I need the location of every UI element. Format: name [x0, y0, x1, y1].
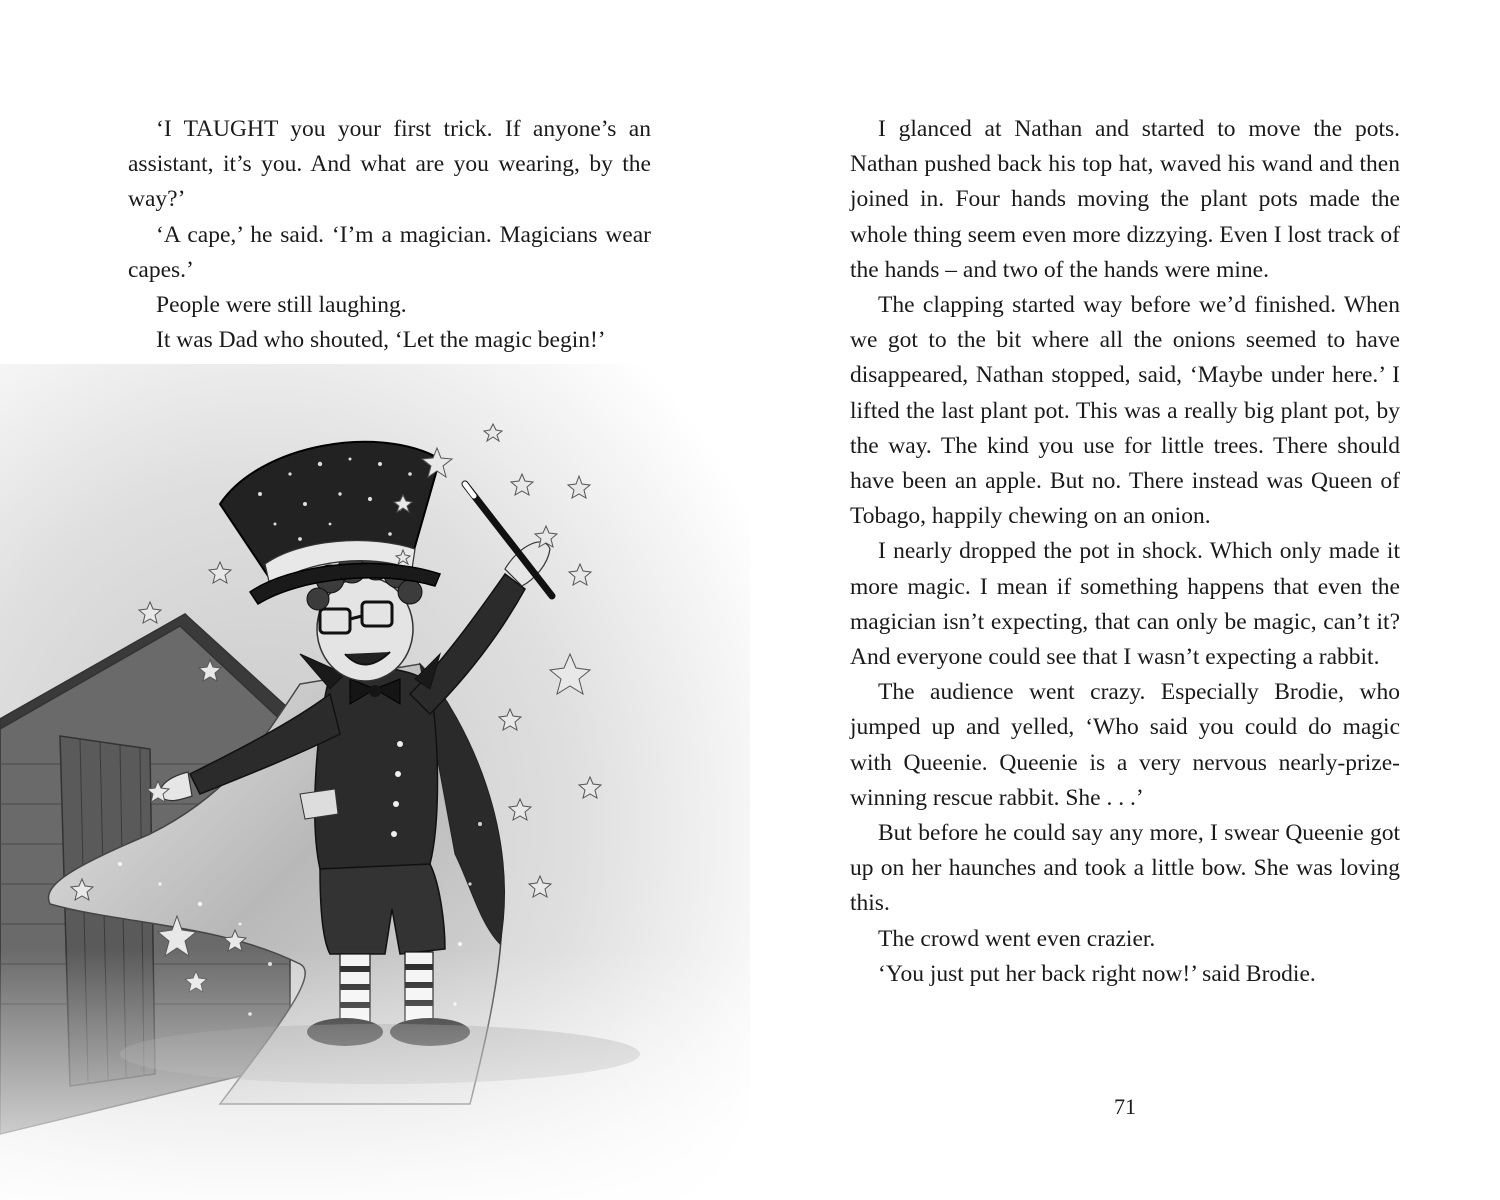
- paragraph: The audience went crazy. Especially Brodie, who jumped up and yelled, ‘Who said you could do magic with Queenie. Queenie is a very nervous nearly-prize-winning rescue rabbit. She . . .’: [850, 679, 1400, 811]
- magician-illustration: [0, 364, 750, 1200]
- paragraph: ‘You just put her back right now!’ said Brodie.: [878, 960, 1316, 987]
- paragraph: It was Dad who shouted, ‘Let the magic begin!’: [156, 327, 606, 354]
- paragraph: ‘I TAUGHT you your first trick. If anyone’s an assistant, it’s you. And what are you wearing, by the way?’: [128, 116, 651, 213]
- paragraph: I nearly dropped the pot in shock. Which only made it more magic. I mean if something happens that even the magician isn’t expecting, that can only be magic, can’t it? And everyone could see that I wasn’t expecting a rabbit.: [850, 538, 1400, 671]
- paragraph: But before he could say any more, I swear Queenie got up on her haunches and took a little bow. She was loving this.: [850, 820, 1400, 917]
- paragraph: The crowd went even crazier.: [878, 925, 1156, 952]
- paragraph: The clapping started way before we’d finished. When we got to the bit where all the onions seemed to have disappeared, Nathan stopped, said, ‘Maybe under here.’ I lifted the last plant pot. This was a really big plant pot, by the way. The kind you use for little trees. There should have been an apple. But no. There instead was Queen of Tobago, happily chewing on an onion.: [850, 292, 1400, 530]
- left-page-text: [128, 112, 651, 358]
- paragraph: ‘A cape,’ he said. ‘I’m a magician. Magicians wear capes.’: [128, 221, 651, 283]
- paragraph: I glanced at Nathan and started to move the pots. Nathan pushed back his top hat, waved his wand and then joined in. Four hands moving the plant pots made the whole thing seem even more dizzying. Even I lost track of the hands – and two of the hands were mine.: [850, 116, 1400, 283]
- page-number: 71: [1114, 1094, 1136, 1119]
- right-page: [750, 0, 1500, 1200]
- paragraph: People were still laughing.: [156, 292, 407, 319]
- right-page-text: [850, 112, 1400, 992]
